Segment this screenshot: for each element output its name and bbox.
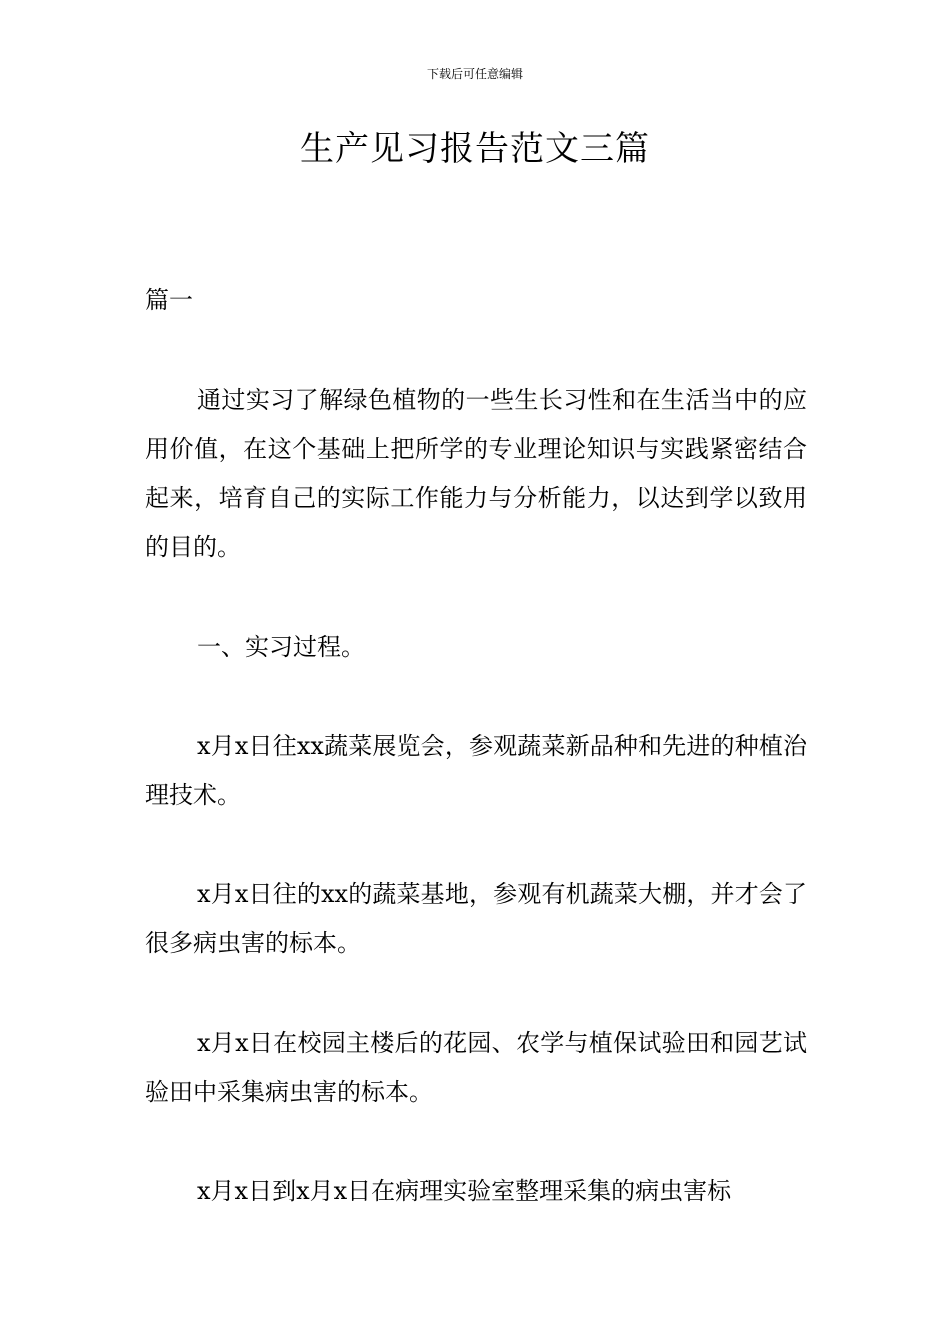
paragraph-item: x月x日在校园主楼后的花园、农学与植保试验田和园艺试验田中采集病虫害的标本。 — [145, 1029, 807, 1106]
paragraph-item: x月x日往xx蔬菜展览会，参观蔬菜新品种和先进的种植治理技术。 — [145, 732, 807, 809]
paragraph-heading-process: 一、实习过程。 — [197, 633, 365, 661]
header-note: 下载后可任意编辑 — [426, 67, 523, 81]
paragraph-intro: 通过实习了解绿色植物的一些生长习性和在生活当中的应用价值，在这个基础上把所学的专业理论知识与实践紧密结合起来，培育自己的实际工作能力与分析能力，以达到学以致用的目的。 — [145, 386, 807, 561]
section-label: 篇一 — [145, 286, 193, 314]
paragraph-item: x月x日往的xx的蔬菜基地，参观有机蔬菜大棚，并才会了很多病虫害的标本。 — [145, 880, 807, 957]
document-title: 生产见习报告范文三篇 — [300, 129, 650, 169]
paragraph-item: x月x日到x月x日在病理实验室整理采集的病虫害标 — [197, 1177, 732, 1205]
